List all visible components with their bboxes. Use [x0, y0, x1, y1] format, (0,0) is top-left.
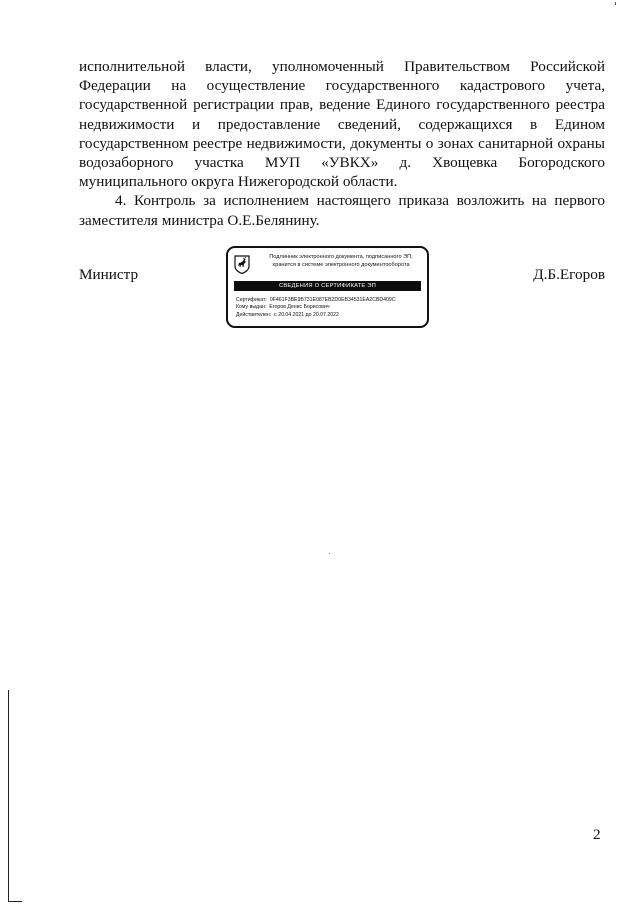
signatory-title: Министр: [79, 266, 139, 283]
body-line-2: Федерации на осуществление государственного кадастрового учета,: [79, 77, 605, 95]
scan-margin-foot: [8, 901, 22, 902]
validity-row: [236, 312, 426, 319]
body-line-4: недвижимости и предоставление сведений, содержащихся в Едином: [79, 115, 605, 133]
scan-margin-line: [8, 690, 9, 902]
stamp-certificate-details: [236, 297, 426, 319]
validity-label: Действителен:: [236, 311, 272, 318]
document-body: [79, 57, 605, 230]
issued-to-row: [236, 304, 426, 311]
issued-to-value: Егоров Денис Борисович: [269, 304, 330, 311]
nizhny-novgorod-deer-emblem-icon: [234, 255, 250, 274]
body-line-7: муниципального округа Нижегородской области.: [79, 173, 398, 191]
issued-to-label: Кому выдан:: [236, 304, 267, 311]
body-line-5: государственном реестре недвижимости, документы о зонах санитарной охраны: [79, 134, 605, 152]
electronic-signature-stamp: [226, 246, 429, 328]
stamp-header-line-2: хранится в системе электронного документооборота: [272, 261, 410, 268]
certificate-label: Сертификат:: [236, 297, 267, 303]
page-number: 2: [593, 826, 601, 843]
scan-speck: [329, 553, 330, 554]
stamp-header-line-1: Подлинник электронного документа, подписанного ЭП,: [269, 254, 413, 260]
body-line-6: водозаборного участка МУП «УВКХ» д. Хвощевка Богородского: [79, 154, 605, 172]
certificate-value: 0F461F3BE9B731E087EB2D0EB34531EA2CBD409C: [269, 297, 396, 303]
validity-value: с 20.04.2021 до 20.07.2022: [274, 311, 339, 318]
scan-mark: [615, 2, 616, 5]
stamp-header: [256, 254, 426, 269]
stamp-band-title: СВЕДЕНИЯ О СЕРТИФИКАТЕ ЭП: [234, 281, 421, 291]
signatory-name: Д.Б.Егоров: [533, 266, 605, 283]
body-line-3: государственной регистрации прав, ведение Единого государственного реестра: [79, 96, 605, 114]
certificate-row: [236, 297, 426, 304]
paragraph-4: 4. Контроль за исполнением настоящего приказа возложить на первого заместителя министра О.Е.Белянину.: [79, 192, 605, 229]
body-line-1: исполнительной власти, уполномоченный Правительством Российской: [79, 58, 605, 75]
